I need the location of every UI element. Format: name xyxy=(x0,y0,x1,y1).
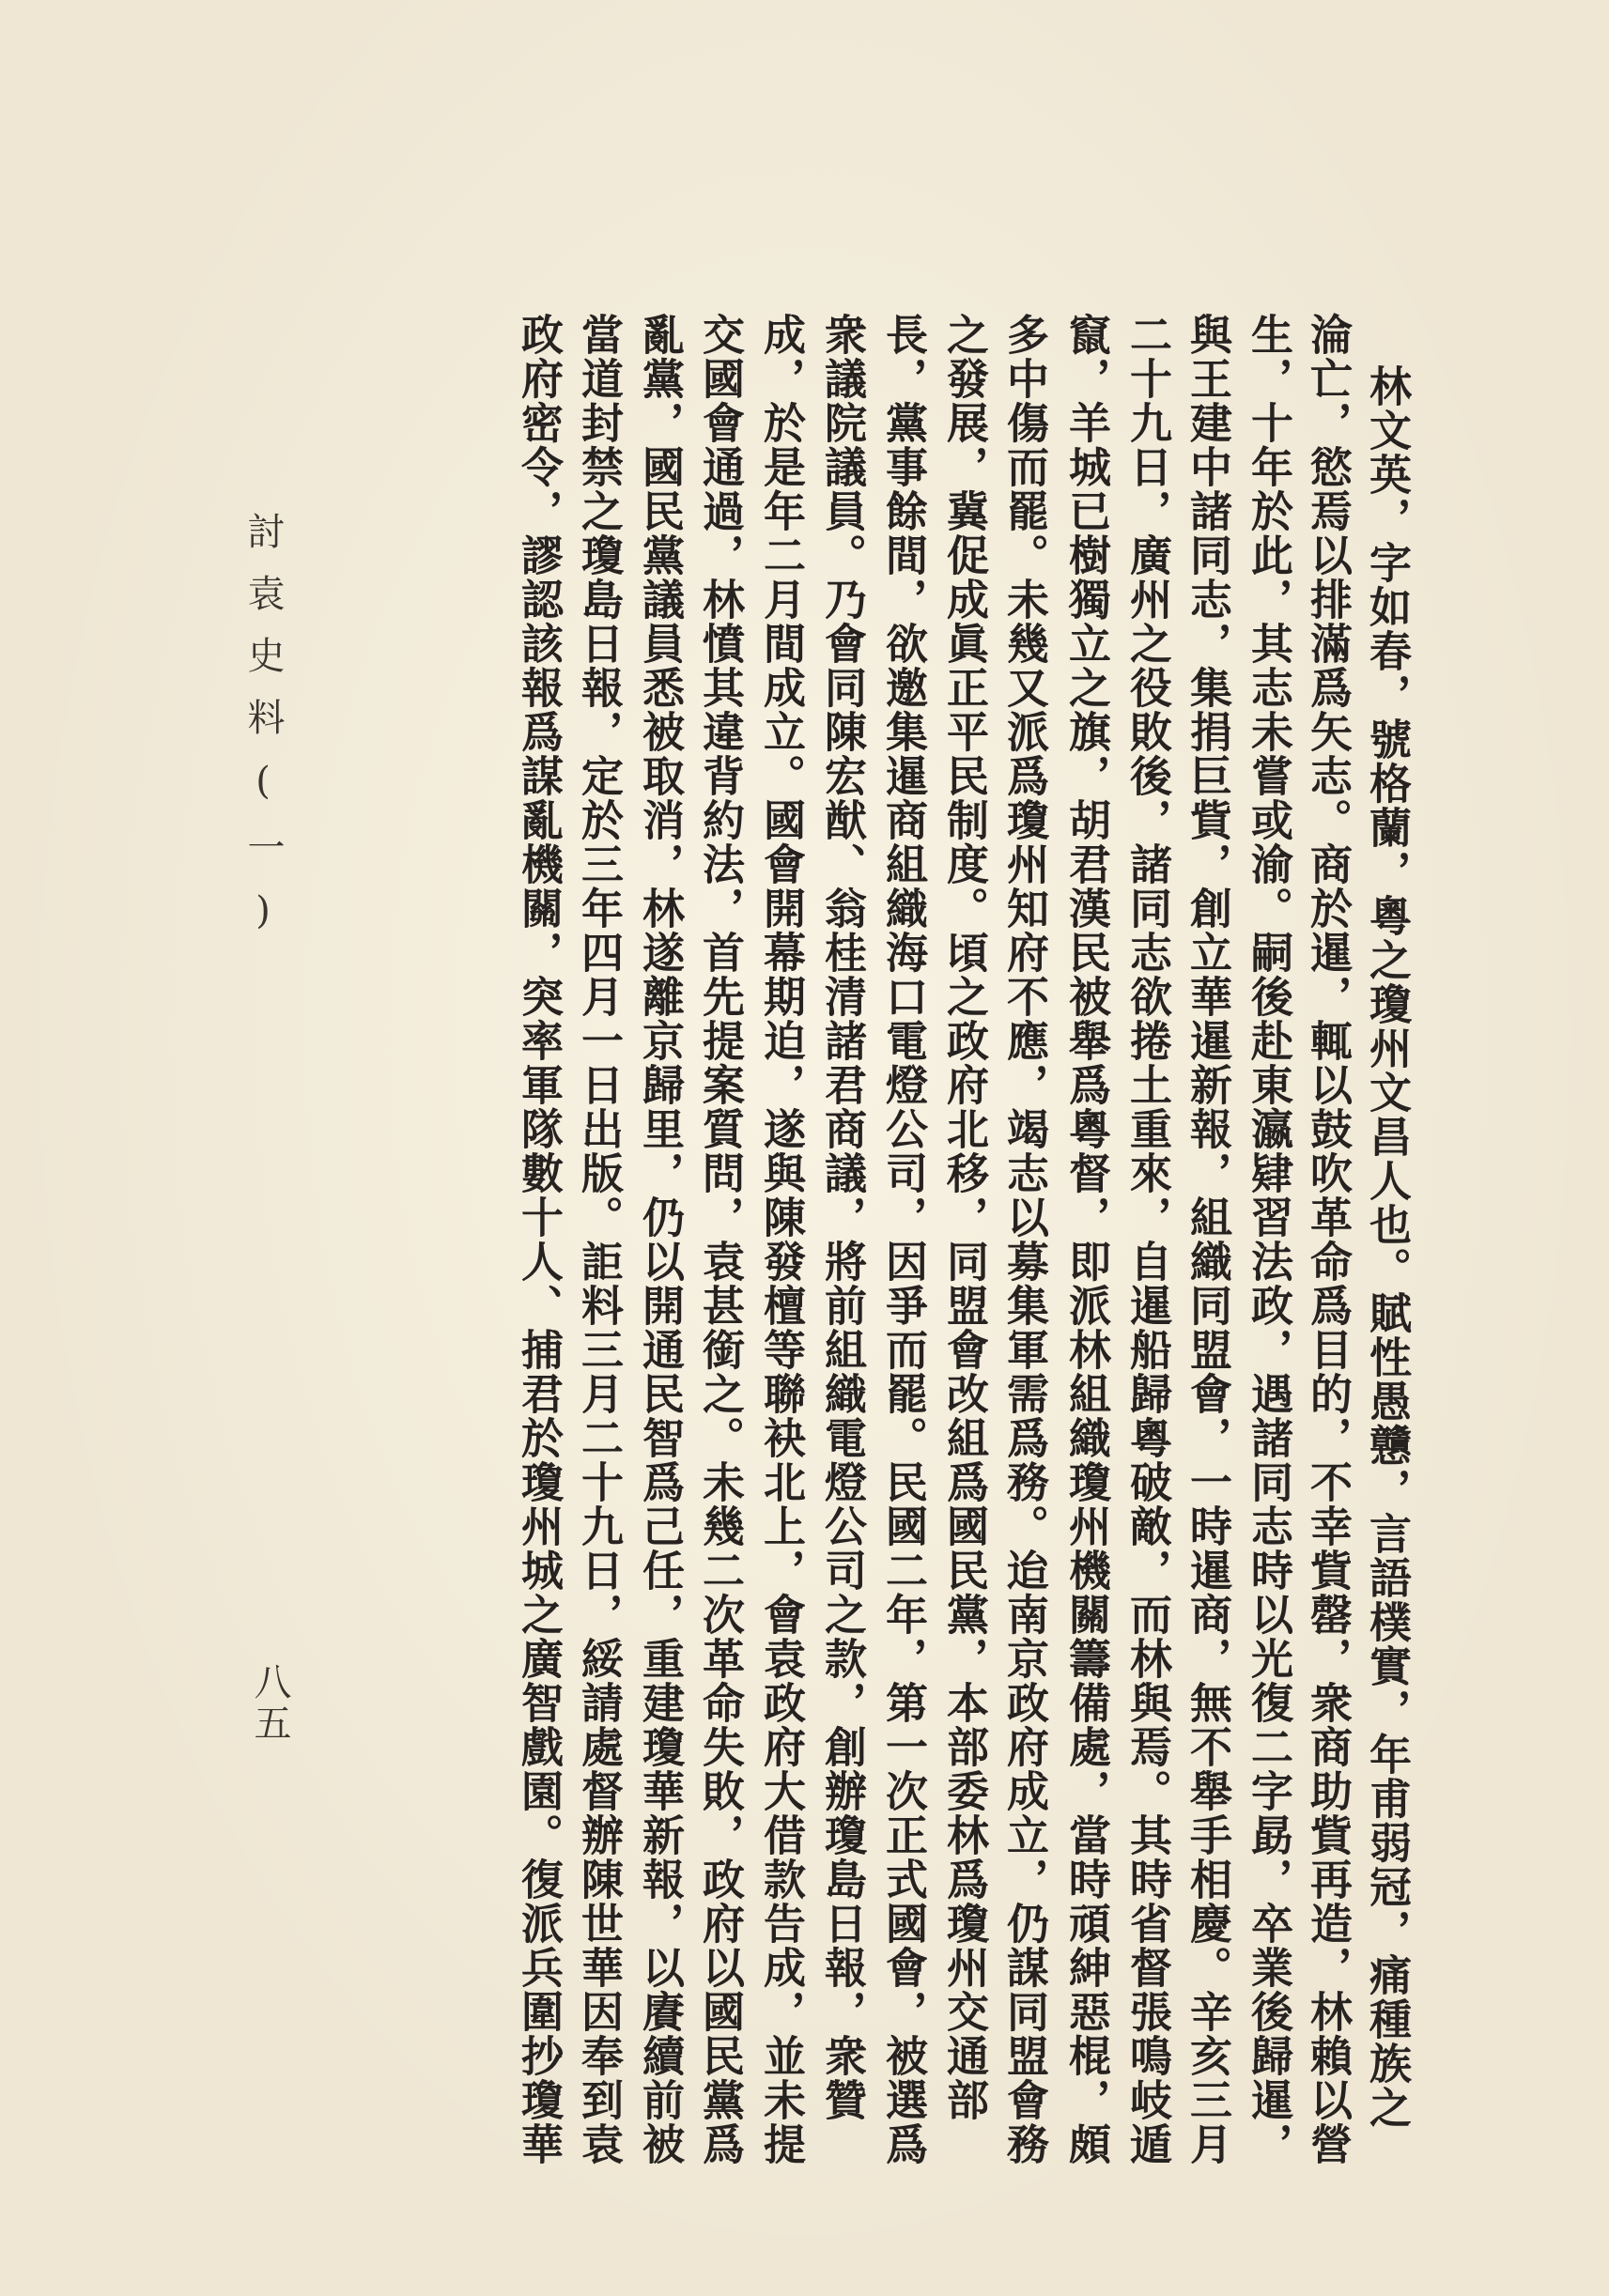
text-column-10: 衆議院議員。乃會同陳宏猷、翁桂清諸君商議，將前組織電燈公司之款，創辦瓊島日報，衆贊 xyxy=(817,313,867,2122)
text-column-11: 成，於是年二月間成立。國會開幕期迫，遂與陳發檀等聯袂北上，會袁政府大借款告成，並未提 xyxy=(756,313,806,2166)
text-column-6: 竄，羊城已樹獨立之旗，胡君漢民被舉爲粵督，即派林組織瓊州機關籌備處，當時頑紳惡棍，頗 xyxy=(1061,313,1111,2166)
text-column-14: 當道封禁之瓊島日報，定於三年四月一日出版。詎料三月二十九日，綏請處督辦陳世華因奉到袁 xyxy=(574,313,624,2166)
text-column-12: 交國會通過，林憤其違背約法，首先提案質問，袁甚銜之。未幾二次革命失敗，政府以國民黨爲 xyxy=(695,313,745,2166)
text-column-13: 亂黨，國民黨議員悉被取消，林遂離京歸里，仍以開通民智爲己任，重建瓊華新報，以賡續前被 xyxy=(635,313,685,2166)
page-number: 八五 xyxy=(248,1662,291,1745)
text-column-4: 與王建中諸同志，集捐巨貲，創立華暹新報，組織同盟會，一時暹商，無不舉手相慶。辛亥三月 xyxy=(1183,313,1232,2166)
text-column-1: 林文英，字如春，號格蘭，粵之瓊州文昌人也。賦性愚戇，言語樸實，年甫弱冠，痛種族之 xyxy=(1362,364,1412,2130)
text-column-15: 政府密令，謬認該報爲謀亂機關，突率軍隊數十人、捕君於瓊州城之廣智戲園。復派兵圍抄瓊華 xyxy=(514,313,564,2166)
text-column-7: 多中傷而罷。未幾又派爲瓊州知府不應，竭志以募集軍需爲務。迨南京政府成立，仍謀同盟會務 xyxy=(999,313,1049,2166)
book-title: 討袁史料(一) xyxy=(241,512,285,957)
text-column-9: 長，黨事餘間，欲邀集暹商組織海口電燈公司，因爭而罷。民國二年，第一次正式國會，被選爲 xyxy=(878,313,928,2166)
text-column-2: 淪亡，慾焉以排滿爲矢志。商於暹，輒以鼓吹革命爲目的，不幸貲罄，衆商助貲再造，林賴以營 xyxy=(1303,313,1353,2166)
text-column-5: 二十九日，廣州之役敗後，諸同志欲捲土重來，自暹船歸粵破敵，而林與焉。其時省督張鳴岐遁 xyxy=(1122,313,1172,2166)
text-column-3: 生，十年於此，其志未嘗或渝。嗣後赴東瀛肄習法政，遇諸同志時以光復二字勗，卒業後歸暹， xyxy=(1244,313,1293,2166)
text-column-8: 之發展，冀促成眞正平民制度。頃之政府北移，同盟會改組爲國民黨，本部委林爲瓊州交通部 xyxy=(939,313,989,2122)
